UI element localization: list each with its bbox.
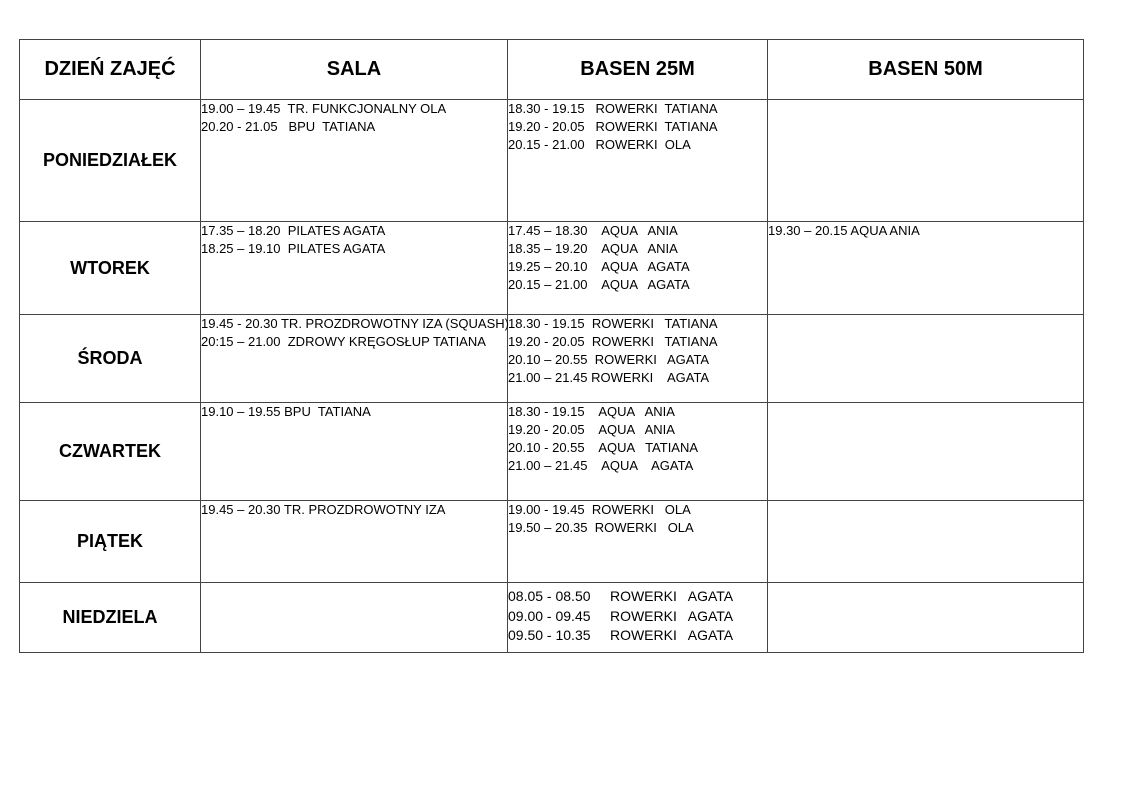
basen-50m-cell xyxy=(768,315,1084,403)
header-day: DZIEŃ ZAJĘĆ xyxy=(20,40,201,100)
class-entry: 17.35 – 18.20 PILATES AGATA xyxy=(201,223,386,238)
basen-25m-cell xyxy=(508,403,768,501)
basen-50m-cell xyxy=(768,501,1084,583)
class-entry: 19.00 - 19.45 ROWERKI OLA xyxy=(508,502,691,517)
basen-25m-cell xyxy=(508,501,768,583)
class-entry: 09.50 - 10.35 ROWERKI AGATA xyxy=(508,627,734,643)
class-entry: 20.15 – 21.00 AQUA AGATA xyxy=(508,277,690,292)
class-entry: 18.25 – 19.10 PILATES AGATA xyxy=(201,241,386,256)
class-entry: 19.20 - 20.05 ROWERKI TATIANA xyxy=(508,334,718,349)
table-row xyxy=(20,100,1084,222)
day-label: WTOREK xyxy=(20,222,201,315)
class-entry: 18.30 - 19.15 AQUA ANIA xyxy=(508,404,675,419)
table-row xyxy=(20,222,1084,315)
basen-25m-cell xyxy=(508,315,768,403)
day-label: ŚRODA xyxy=(20,315,201,403)
class-entry: 20.10 - 20.55 AQUA TATIANA xyxy=(508,440,699,455)
day-label: NIEDZIELA xyxy=(20,583,201,653)
class-entry: 20:15 – 21.00 ZDROWY KRĘGOSŁUP TATIANA xyxy=(201,334,486,349)
class-entry: 17.45 – 18.30 AQUA ANIA xyxy=(508,223,678,238)
basen-25m-cell xyxy=(508,100,768,222)
class-entry: 19.20 - 20.05 AQUA ANIA xyxy=(508,422,675,437)
header-basen-50m: BASEN 50M xyxy=(768,40,1084,100)
table-row xyxy=(20,315,1084,403)
class-entry: 19.45 – 20.30 TR. PROZDROWOTNY IZA xyxy=(201,502,446,517)
class-entry: 18.30 - 19.15 ROWERKI TATIANA xyxy=(508,101,718,116)
day-label: PIĄTEK xyxy=(20,501,201,583)
basen-50m-cell xyxy=(768,222,1084,315)
sala-cell xyxy=(201,222,508,315)
sala-cell xyxy=(201,501,508,583)
class-entry: 09.00 - 09.45 ROWERKI AGATA xyxy=(508,607,734,624)
table-row xyxy=(20,501,1084,583)
class-entry: 19.25 – 20.10 AQUA AGATA xyxy=(508,259,690,274)
basen-50m-cell xyxy=(768,403,1084,501)
sala-cell xyxy=(201,403,508,501)
class-entry: 19.00 – 19.45 TR. FUNKCJONALNY OLA xyxy=(201,101,447,116)
header-sala: SALA xyxy=(201,40,508,100)
class-entry: 20.20 - 21.05 BPU TATIANA xyxy=(201,119,376,134)
class-entry: 20.10 – 20.55 ROWERKI AGATA xyxy=(508,352,710,367)
class-entry: 18.30 - 19.15 ROWERKI TATIANA xyxy=(508,316,718,331)
class-entry: 19.20 - 20.05 ROWERKI TATIANA xyxy=(508,119,718,134)
class-entry: 21.00 – 21.45 AQUA AGATA xyxy=(508,458,694,473)
sala-cell xyxy=(201,315,508,403)
header-basen-25m: BASEN 25M xyxy=(508,40,768,100)
basen-25m-cell xyxy=(508,583,768,653)
day-label: CZWARTEK xyxy=(20,403,201,501)
table-row xyxy=(20,403,1084,501)
class-entry: 20.15 - 21.00 ROWERKI OLA xyxy=(508,137,691,152)
sala-cell xyxy=(201,583,508,653)
day-label: PONIEDZIAŁEK xyxy=(20,100,201,222)
basen-50m-cell xyxy=(768,100,1084,222)
header-row xyxy=(20,40,1084,100)
class-entry: 19.10 – 19.55 BPU TATIANA xyxy=(201,404,371,419)
class-entry: 21.00 – 21.45 ROWERKI AGATA xyxy=(508,370,710,385)
class-entry: 18.35 – 19.20 AQUA ANIA xyxy=(508,241,678,256)
class-entry: 19.30 – 20.15 AQUA ANIA xyxy=(768,223,920,238)
class-entry: 08.05 - 08.50 ROWERKI AGATA xyxy=(508,588,734,604)
class-entry: 19.50 – 20.35 ROWERKI OLA xyxy=(508,520,694,535)
sala-cell xyxy=(201,100,508,222)
class-entry: 19.45 - 20.30 TR. PROZDROWOTNY IZA (SQUASH) xyxy=(201,316,509,331)
table-row xyxy=(20,583,1084,653)
basen-25m-cell xyxy=(508,222,768,315)
schedule-table xyxy=(19,39,1084,653)
basen-50m-cell xyxy=(768,583,1084,653)
